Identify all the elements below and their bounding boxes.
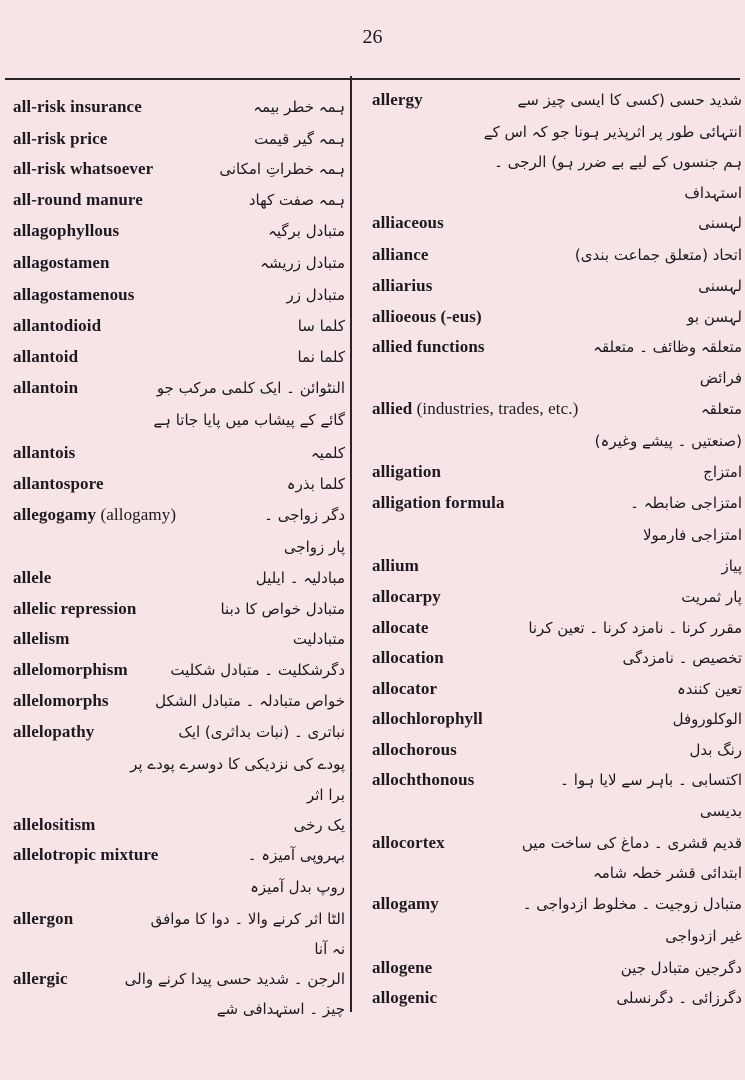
dictionary-entry [352,796,742,826]
urdu-definition: پیاز [721,557,742,575]
urdu-definition: متبادلیت [292,630,345,648]
urdu-definition: غیر ازدواجی [665,927,742,945]
headword: allagophyllous [13,221,120,240]
headword: allelositism [13,815,96,834]
headword: allelism [13,629,70,648]
urdu-definition: ہم جنسوں کے لیے بے ضرر ہو) الرجی ۔ [494,153,742,171]
urdu-definition: دگرجین متبادل جین [620,959,742,977]
urdu-definition: متعلقہ [700,400,742,418]
dictionary-entry [352,208,742,238]
dictionary-entry [352,426,742,456]
urdu-definition: بہروپی آمیزہ ۔ [247,846,345,864]
headword: allochthonous [372,770,475,789]
headword: all-risk insurance [13,97,142,116]
urdu-definition: شدید حسی (کسی کا ایسی چیز سے [517,91,742,109]
urdu-definition: متعلقہ وظائف ۔ متعلقہ [593,338,742,356]
dictionary-entry [352,983,742,1013]
urdu-definition: (صنعتیں ۔ پیشے وغیرہ) [594,432,742,450]
headword: allochorous [372,740,457,759]
urdu-definition: لہسن بو [687,308,742,326]
dictionary-entry [0,532,345,562]
urdu-definition: پار ثمریت [681,588,742,606]
urdu-definition: نباتری ۔ (نبات بداثری) ایک [178,723,345,741]
headword: allocator [372,679,438,698]
urdu-definition: ہمہ صفت کھاد [248,191,345,209]
dictionary-entry [0,185,345,215]
dictionary-entry [0,810,345,840]
urdu-definition: بدیسی [699,802,742,820]
urdu-definition: اتحاد (متعلق جماعت بندی) [574,246,742,264]
urdu-definition: الٹا اثر کرنے والا ۔ دوا کا موافق [150,910,345,928]
dictionary-entry [0,248,345,278]
headword: allium [372,556,419,575]
headword: all-risk price [13,129,108,148]
urdu-definition: ہمہ خطر بیمہ [253,98,345,116]
dictionary-entry [352,240,742,270]
dictionary-entry [0,311,345,341]
urdu-definition: خواص متبادلہ ۔ متبادل الشکل [155,692,345,710]
urdu-definition: مبادلیہ ۔ ایلیل [255,569,345,587]
dictionary-entry [0,563,345,593]
headword: allogamy [372,894,439,913]
urdu-definition: لہسنی [698,214,742,232]
dictionary-entry [0,405,345,435]
headword: allantoin [13,378,79,397]
urdu-definition: دگرشکلیت ۔ متبادل شکلیت [170,661,345,679]
headword: allogenic [372,988,438,1007]
urdu-definition: رنگ بدل [689,741,742,759]
headword: allantodioid [13,316,102,335]
dictionary-entry [352,765,742,795]
urdu-definition: فرائض [699,369,742,387]
headword: allergon [13,909,74,928]
headword: allergic [13,969,68,988]
headword: alliance [372,245,429,264]
urdu-definition: تعین کنندہ [677,680,742,698]
dictionary-entry [352,363,742,393]
dictionary-entry [0,934,345,964]
urdu-definition: برا اثر [306,786,345,804]
urdu-definition: امتزاجی فارمولا [642,526,742,544]
urdu-definition: متبادل زریشہ [260,254,345,272]
dictionary-entry [0,717,345,747]
headword: allied functions [372,337,485,356]
dictionary-entry [352,551,742,581]
dictionary-entry [352,582,742,612]
urdu-definition: الرجن ۔ شدید حسی پیدا کرنے والی [124,970,345,988]
headword: allioeous (-eus) [372,307,482,326]
urdu-definition: ابتدائی قشر خطہ شامہ [592,864,742,882]
headword: allelic repression [13,599,137,618]
dictionary-entry [352,147,742,177]
dictionary-entry [352,828,742,858]
header-rule [5,78,740,80]
urdu-definition: امتزاج [703,463,742,481]
headword: allele [13,568,52,587]
urdu-definition: یک رخی [293,816,345,834]
urdu-definition: قدیم قشری ۔ دماغ کی ساخت میں [521,834,742,852]
dictionary-entry [0,686,345,716]
dictionary-entry [0,749,345,779]
dictionary-entry [352,921,742,951]
dictionary-entry [0,124,345,154]
dictionary-entry [352,117,742,147]
dictionary-entry [0,500,345,530]
headword: allocortex [372,833,445,852]
headword: allied (industries, trades, etc.) [372,399,579,418]
urdu-definition: متبادل خواص کا دبنا [220,600,345,618]
headword: allagostamen [13,253,110,272]
headword-qualifier: (industries, trades, etc.) [416,399,579,418]
dictionary-entry [352,332,742,362]
headword: allantois [13,443,76,462]
dictionary-entry [0,438,345,468]
urdu-definition: پار زواجی [283,538,345,556]
urdu-definition: نہ آنا [314,940,345,958]
dictionary-entry [352,271,742,301]
dictionary-entry [0,655,345,685]
headword: allantoid [13,347,79,366]
dictionary-entry [0,994,345,1024]
dictionary-entry [0,469,345,499]
dictionary-entry [352,643,742,673]
dictionary-entry [0,904,345,934]
urdu-definition: استہداف [684,184,742,202]
urdu-definition: تخصیص ۔ نامزدگی [622,649,742,667]
dictionary-entry [0,373,345,403]
urdu-definition: کلما سا [297,317,345,335]
headword: allelomorphism [13,660,128,679]
urdu-definition: متبادل برگیہ [268,222,345,240]
urdu-definition: ہمہ خطراتِ امکانی [219,160,345,178]
dictionary-entry [352,889,742,919]
urdu-definition: کلما نما [297,348,345,366]
headword: alligation [372,462,442,481]
dictionary-entry [0,780,345,810]
dictionary-entry [0,92,345,122]
headword-qualifier: (allogamy) [100,505,177,524]
headword: allochlorophyll [372,709,483,728]
urdu-definition: امتزاجی ضابطہ ۔ [630,494,742,512]
dictionary-entry [352,394,742,424]
dictionary-entry [0,840,345,870]
headword: allelomorphs [13,691,109,710]
dictionary-entry [352,488,742,518]
urdu-definition: النٹوائن ۔ ایک کلمی مرکب جو [156,379,345,397]
dictionary-entry [0,872,345,902]
urdu-definition: الوکلوروفل [672,710,742,728]
dictionary-entry [0,216,345,246]
dictionary-entry [352,704,742,734]
dictionary-entry [0,154,345,184]
headword: allogene [372,958,433,977]
headword: allelotropic mixture [13,845,159,864]
urdu-definition: چیز ۔ استہدافی شے [216,1000,345,1018]
headword: allocate [372,618,429,637]
headword: alliarius [372,276,433,295]
dictionary-entry [352,178,742,208]
headword: allegogamy (allogamy) [13,505,177,524]
urdu-definition: کلما بذرہ [286,475,345,493]
page-number: 26 [362,26,383,48]
headword: allantospore [13,474,104,493]
dictionary-entry [352,858,742,888]
dictionary-entry [352,85,742,115]
urdu-definition: پودے کی نزدیکی کا دوسرے پودے پر [130,755,345,773]
headword: allergy [372,90,423,109]
headword: alligation formula [372,493,505,512]
urdu-definition: متبادل زر [286,286,345,304]
urdu-definition: دگر زواجی ۔ [264,506,345,524]
headword: all-round manure [13,190,143,209]
dictionary-entry [0,624,345,654]
headword: alliaceous [372,213,444,232]
dictionary-entry [352,613,742,643]
dictionary-entry [0,342,345,372]
headword: allocation [372,648,444,667]
urdu-definition: روپ بدل آمیزہ [250,878,345,896]
urdu-definition: دگرزائی ۔ دگرنسلی [616,989,742,1007]
urdu-definition: گائے کے پیشاب میں پایا جاتا ہے [153,411,345,429]
dictionary-entry [352,735,742,765]
dictionary-entry [0,280,345,310]
urdu-definition: اکتسابی ۔ باہر سے لایا ہوا ۔ [560,771,742,789]
dictionary-entry [0,964,345,994]
headword: allelopathy [13,722,95,741]
urdu-definition: انتہائی طور پر اثرپذیر ہونا جو کہ اس کے [483,123,742,141]
urdu-definition: کلمیہ [310,444,345,462]
urdu-definition: مقرر کرنا ۔ نامزد کرنا ۔ تعین کرنا [528,619,742,637]
dictionary-entry [352,457,742,487]
dictionary-entry [352,520,742,550]
dictionary-entry [0,594,345,624]
headword: allocarpy [372,587,441,606]
headword: all-risk whatsoever [13,159,154,178]
dictionary-entry [352,302,742,332]
headword: allagostamenous [13,285,135,304]
urdu-definition: لہسنی [698,277,742,295]
urdu-definition: متبادل زوجیت ۔ مخلوط ازدواجی ۔ [522,895,742,913]
dictionary-entry [352,953,742,983]
dictionary-entry [352,674,742,704]
urdu-definition: ہمہ گیر قیمت [254,130,345,148]
